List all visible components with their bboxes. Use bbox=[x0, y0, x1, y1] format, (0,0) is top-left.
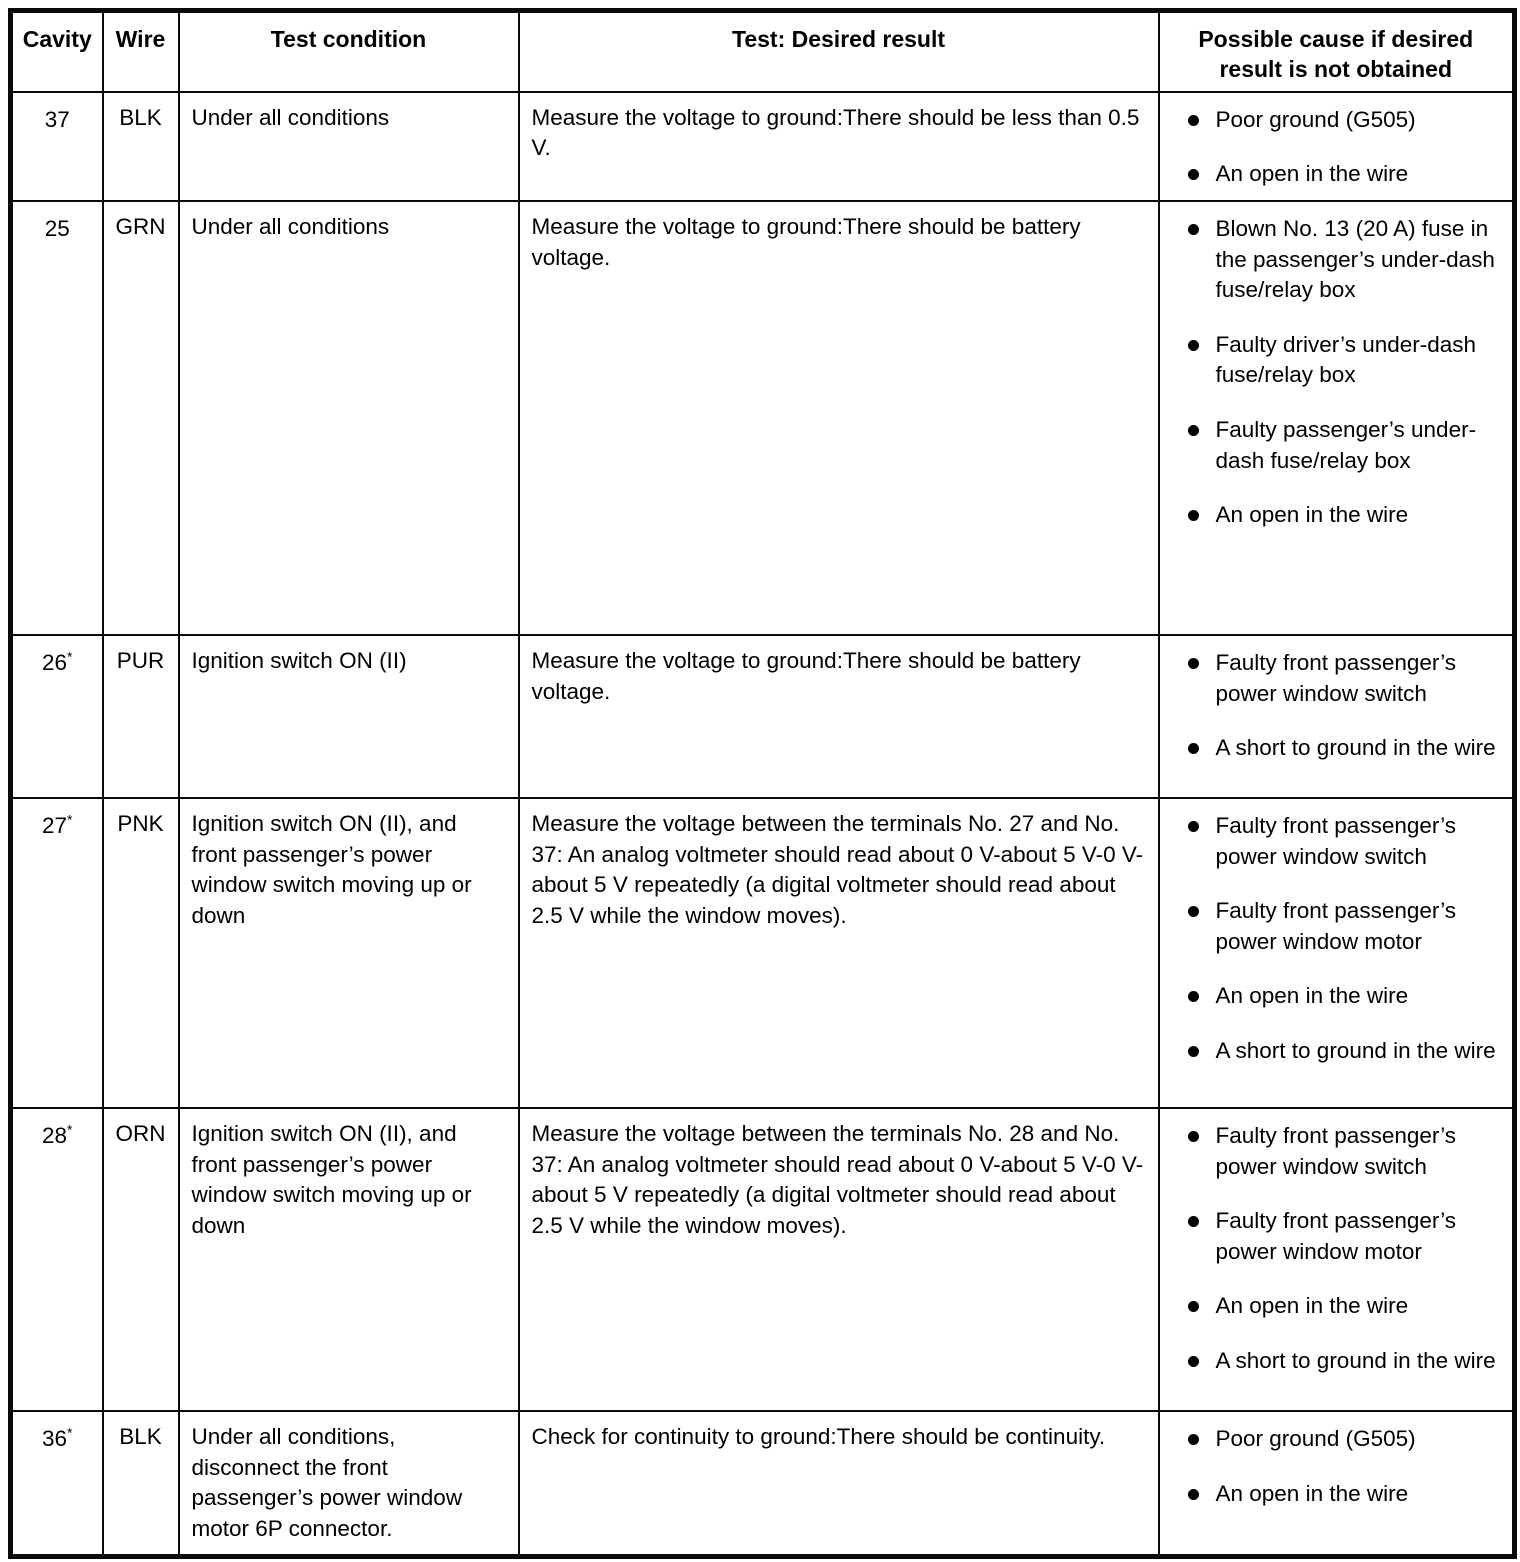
cell-test-condition: Ignition switch ON (II), and front passenger’s power window switch moving up or down bbox=[179, 798, 519, 1108]
cause-text: Faulty driver’s under-dash fuse/relay box bbox=[1215, 331, 1477, 388]
cause-item bbox=[1188, 648, 1503, 709]
cavity-number: 36 bbox=[42, 1425, 68, 1451]
cause-item bbox=[1188, 896, 1503, 957]
bullet-icon bbox=[1188, 1301, 1199, 1312]
cause-text: An open in the wire bbox=[1215, 1293, 1409, 1319]
table-row bbox=[11, 201, 1515, 635]
bullet-icon bbox=[1188, 425, 1199, 436]
cell-wire: GRN bbox=[103, 201, 179, 635]
cavity-asterisk: * bbox=[67, 1121, 73, 1138]
col-header-test-result: Test: Desired result bbox=[519, 11, 1159, 92]
cause-text: Faulty front passenger’s power window switch bbox=[1215, 1122, 1457, 1179]
cause-item bbox=[1188, 1424, 1503, 1455]
cell-possible-causes bbox=[1159, 1411, 1515, 1557]
cause-text: Poor ground (G505) bbox=[1215, 1425, 1416, 1451]
cell-cavity bbox=[11, 798, 103, 1108]
bullet-icon bbox=[1188, 658, 1199, 669]
cell-cavity bbox=[11, 92, 103, 201]
cell-test-result: Measure the voltage to ground:There should be battery voltage. bbox=[519, 635, 1159, 798]
cause-item bbox=[1188, 330, 1503, 391]
cell-test-result: Measure the voltage between the terminals No. 27 and No. 37: An analog voltmeter should read about 0 V-about 5 V-0 V-about 5 V repeatedly (a digital voltmeter should read about 2.5 V while the window moves). bbox=[519, 798, 1159, 1108]
cause-item bbox=[1188, 214, 1503, 306]
cause-item bbox=[1188, 500, 1503, 531]
cause-text: Faulty passenger’s under-dash fuse/relay box bbox=[1215, 416, 1477, 473]
cause-text: Blown No. 13 (20 A) fuse in the passenger’s under-dash fuse/relay box bbox=[1215, 215, 1495, 303]
bullet-icon bbox=[1188, 340, 1199, 351]
cavity-asterisk: * bbox=[67, 648, 73, 665]
cause-list bbox=[1188, 811, 1503, 1067]
cause-list bbox=[1188, 214, 1503, 531]
bullet-icon bbox=[1188, 169, 1199, 180]
bullet-icon bbox=[1188, 1131, 1199, 1142]
cell-wire: PNK bbox=[103, 798, 179, 1108]
bullet-icon bbox=[1188, 1216, 1199, 1227]
cell-wire: PUR bbox=[103, 635, 179, 798]
cause-text: Faulty front passenger’s power window switch bbox=[1215, 812, 1457, 869]
bullet-icon bbox=[1188, 1489, 1199, 1500]
cause-list bbox=[1188, 1424, 1503, 1509]
cell-test-condition: Under all conditions bbox=[179, 201, 519, 635]
troubleshooting-table bbox=[8, 8, 1517, 1559]
cause-item bbox=[1188, 159, 1503, 190]
bullet-icon bbox=[1188, 510, 1199, 521]
cause-text: An open in the wire bbox=[1215, 1480, 1409, 1506]
cause-item bbox=[1188, 105, 1503, 136]
cause-item bbox=[1188, 1121, 1503, 1182]
cause-item bbox=[1188, 1346, 1503, 1377]
cause-item bbox=[1188, 1036, 1503, 1067]
col-header-cavity: Cavity bbox=[11, 11, 103, 92]
cell-test-result: Check for continuity to ground:There should be continuity. bbox=[519, 1411, 1159, 1557]
cause-text: Faulty front passenger’s power window motor bbox=[1215, 1208, 1457, 1264]
bullet-icon bbox=[1188, 115, 1199, 126]
cavity-asterisk: * bbox=[67, 1424, 73, 1441]
cell-cavity bbox=[11, 1108, 103, 1411]
cause-text: An open in the wire bbox=[1215, 983, 1409, 1009]
cell-possible-causes bbox=[1159, 1108, 1515, 1411]
cause-item bbox=[1188, 1206, 1503, 1267]
bullet-icon bbox=[1188, 1434, 1199, 1445]
cause-text: A short to ground in the wire bbox=[1215, 1037, 1496, 1063]
cause-text: A short to ground in the wire bbox=[1215, 1347, 1496, 1373]
cell-test-condition: Ignition switch ON (II) bbox=[179, 635, 519, 798]
cause-text: An open in the wire bbox=[1215, 161, 1409, 187]
cell-possible-causes bbox=[1159, 635, 1515, 798]
cavity-asterisk: * bbox=[67, 811, 73, 828]
cell-test-condition: Ignition switch ON (II), and front passenger’s power window switch moving up or down bbox=[179, 1108, 519, 1411]
cell-wire: ORN bbox=[103, 1108, 179, 1411]
table-row bbox=[11, 798, 1515, 1108]
cause-item bbox=[1188, 733, 1503, 764]
cavity-number: 37 bbox=[44, 106, 70, 132]
cell-cavity bbox=[11, 201, 103, 635]
cell-cavity bbox=[11, 635, 103, 798]
header-row bbox=[11, 11, 1515, 92]
cell-cavity bbox=[11, 1411, 103, 1557]
cavity-number: 27 bbox=[42, 812, 68, 838]
cell-possible-causes bbox=[1159, 798, 1515, 1108]
cell-test-condition: Under all conditions, disconnect the front passenger’s power window motor 6P connector. bbox=[179, 1411, 519, 1557]
bullet-icon bbox=[1188, 991, 1199, 1002]
cause-text: An open in the wire bbox=[1215, 502, 1409, 528]
cavity-number: 28 bbox=[42, 1122, 68, 1148]
bullet-icon bbox=[1188, 1046, 1199, 1057]
cell-possible-causes bbox=[1159, 92, 1515, 201]
cause-text: Faulty front passenger’s power window switch bbox=[1215, 649, 1457, 706]
cell-wire: BLK bbox=[103, 1411, 179, 1557]
cell-test-result: Measure the voltage to ground:There should be battery voltage. bbox=[519, 201, 1159, 635]
table-row bbox=[11, 635, 1515, 798]
bullet-icon bbox=[1188, 1356, 1199, 1367]
bullet-icon bbox=[1188, 906, 1199, 917]
bullet-icon bbox=[1188, 821, 1199, 832]
cause-list bbox=[1188, 1121, 1503, 1377]
col-header-test-condition: Test condition bbox=[179, 11, 519, 92]
cause-item bbox=[1188, 811, 1503, 872]
col-header-possible-cause: Possible cause if desired result is not obtained bbox=[1159, 11, 1515, 92]
cell-possible-causes bbox=[1159, 201, 1515, 635]
cause-text: Poor ground (G505) bbox=[1215, 106, 1416, 132]
bullet-icon bbox=[1188, 743, 1199, 754]
cavity-number: 25 bbox=[44, 215, 70, 241]
cause-item bbox=[1188, 1291, 1503, 1322]
cause-item bbox=[1188, 981, 1503, 1012]
cause-text: Faulty front passenger’s power window motor bbox=[1215, 898, 1457, 954]
cause-item bbox=[1188, 415, 1503, 476]
cause-item bbox=[1188, 1479, 1503, 1510]
cell-test-result: Measure the voltage between the terminals No. 28 and No. 37: An analog voltmeter should read about 0 V-about 5 V-0 V-about 5 V repeatedly (a digital voltmeter should read about 2.5 V while the window moves). bbox=[519, 1108, 1159, 1411]
cause-list bbox=[1188, 648, 1503, 764]
bullet-icon bbox=[1188, 224, 1199, 235]
cell-wire: BLK bbox=[103, 92, 179, 201]
table-row bbox=[11, 1411, 1515, 1557]
cell-test-condition: Under all conditions bbox=[179, 92, 519, 201]
cell-test-result: Measure the voltage to ground:There should be less than 0.5 V. bbox=[519, 92, 1159, 201]
cause-text: A short to ground in the wire bbox=[1215, 735, 1496, 761]
col-header-wire: Wire bbox=[103, 11, 179, 92]
cavity-number: 26 bbox=[42, 649, 68, 675]
table-row bbox=[11, 92, 1515, 201]
cause-list bbox=[1188, 105, 1503, 190]
table-row bbox=[11, 1108, 1515, 1411]
